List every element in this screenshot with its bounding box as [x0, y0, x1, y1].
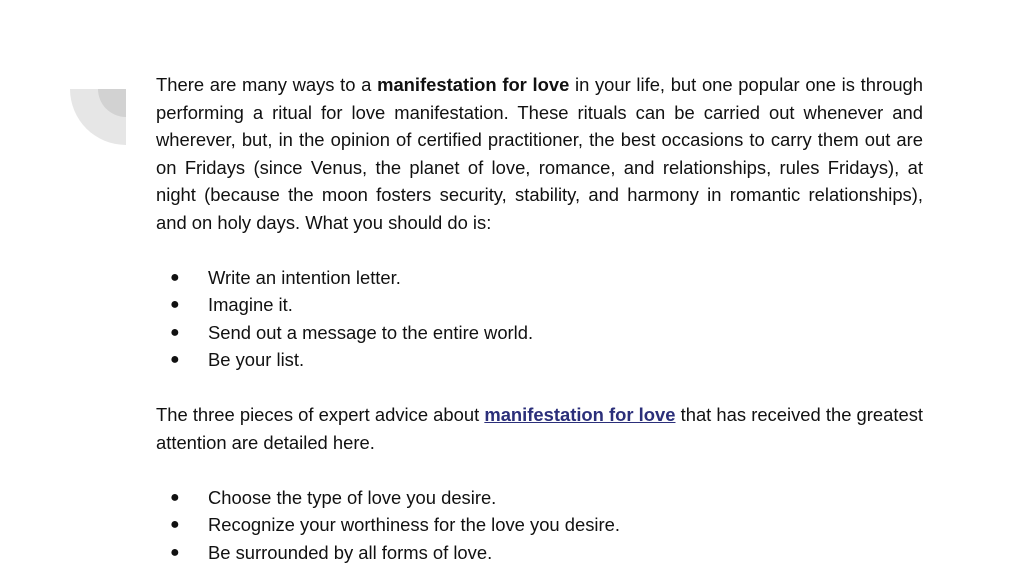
intro-paragraph-rest: in your life, but one popular one is through performing a ritual for love manifestation. These rituals can be carried out whenever and wherever, but, in the opinion of certified practitioner, the best occasions to carry them out are on Fridays (since Venus, the planet of love, romance, and relationships, rules Fridays), at night (because the moon fosters security, stability, and harmony in romantic relationships), and on holy days. What you should do is: — [156, 74, 923, 233]
list-item: ● Be surrounded by all forms of love. — [156, 539, 923, 567]
bullet-icon: ● — [170, 323, 180, 341]
intro-paragraph — [156, 71, 923, 236]
manifestation-for-love-link[interactable]: manifestation for love — [484, 404, 676, 425]
intro-paragraph-text: There are many ways to a — [156, 74, 378, 95]
decorative-quarter-ring-icon — [70, 89, 126, 145]
bold-phrase: manifestation for love — [377, 74, 570, 95]
advice-paragraph — [156, 401, 923, 456]
list-item: ● Be your list. — [156, 346, 923, 374]
bullet-icon: ● — [170, 543, 180, 561]
bullet-icon: ● — [170, 488, 180, 506]
expert-advice-list — [156, 484, 923, 567]
advice-paragraph-rest: that has received the greatest attention are detailed here. — [156, 404, 924, 453]
list-item: ● Recognize your worthiness for the love you desire. — [156, 511, 923, 539]
ritual-steps-list — [156, 264, 923, 374]
list-item: ● Imagine it. — [156, 291, 923, 319]
bullet-icon: ● — [170, 296, 180, 313]
list-item: ● Send out a message to the entire world. — [156, 319, 923, 347]
list-item: ● Write an intention letter. — [156, 264, 923, 292]
advice-paragraph-text: The three pieces of expert advice about — [156, 404, 485, 425]
bullet-icon: ● — [170, 351, 180, 368]
document-body — [156, 71, 923, 566]
bullet-icon: ● — [170, 268, 180, 286]
bullet-icon: ● — [170, 516, 180, 533]
list-item: ● Choose the type of love you desire. — [156, 484, 923, 512]
